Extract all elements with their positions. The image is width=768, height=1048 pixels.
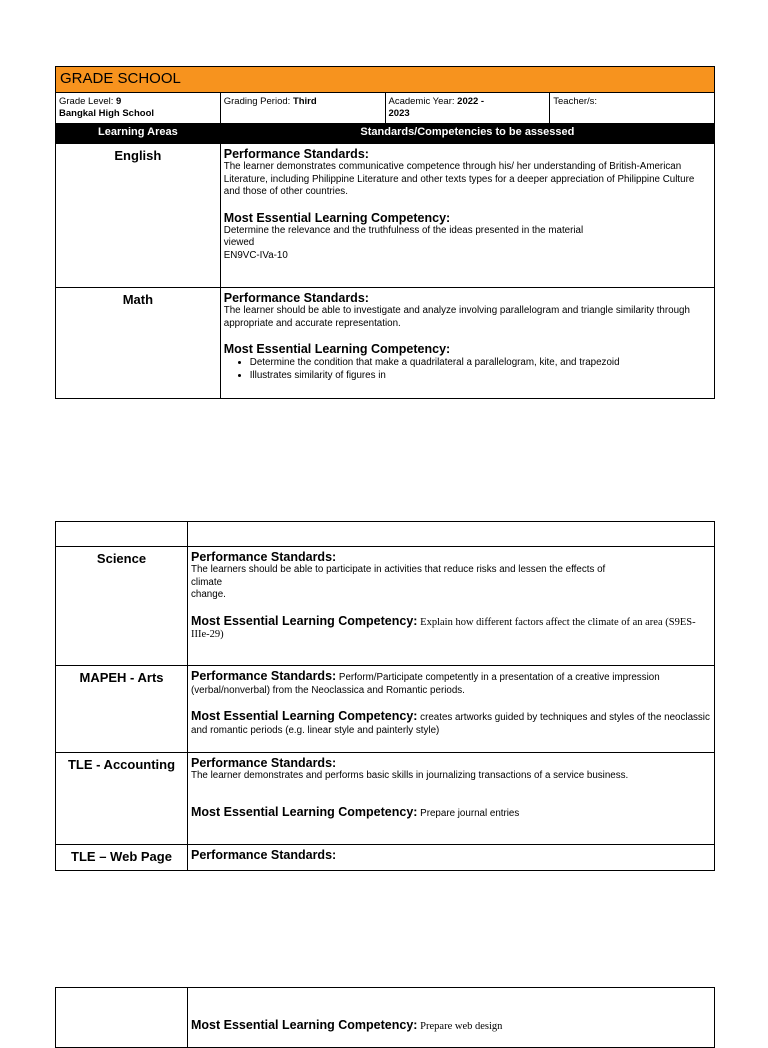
header-standards: Standards/Competencies to be assessed [220, 124, 714, 144]
english-melc-code: EN9VC-IVa-10 [223, 249, 288, 261]
math-content [220, 288, 714, 399]
column-header-row [56, 124, 715, 144]
mapeh-content [188, 666, 715, 753]
mapeh-row [56, 666, 715, 753]
english-melc-line2: viewed [223, 237, 255, 248]
grade-table-page-1 [55, 66, 715, 399]
accounting-performance-text: The learner demonstrates and performs basic skills in journalizing transactions of a service business. [191, 770, 629, 781]
continued-area-cell [56, 988, 188, 1048]
science-row [56, 547, 715, 666]
mapeh-melc-text: creates artworks guided by techniques and styles of the neoclassic and romantic periods (e.g. linear style and painterly style) [191, 712, 710, 736]
math-performance-label: Performance Standards: [223, 291, 369, 305]
science-performance-line2: climate [191, 576, 223, 588]
accounting-performance-label: Performance Standards: [191, 756, 337, 770]
school-title: GRADE SCHOOL [56, 67, 715, 93]
blank-header-row [56, 522, 715, 547]
accounting-melc-text: Prepare journal entries [420, 807, 520, 819]
accounting-row [56, 753, 715, 845]
academic-year-value-2: 2023 [388, 108, 410, 119]
accounting-melc-label: Most Essential Learning Competency: [191, 804, 418, 819]
academic-year-cell [385, 93, 550, 124]
teacher-cell [550, 93, 715, 124]
science-performance-line1: The learners should be able to participate in activities that reduce risks and lessen the effects of [191, 564, 606, 575]
teacher-label: Teacher/s: [553, 96, 598, 107]
english-content [220, 144, 714, 288]
academic-year-value-1: 2022 - [457, 96, 485, 107]
webpage-content [188, 845, 715, 871]
grade-table-page-2 [55, 521, 715, 871]
grade-level-cell [56, 93, 221, 124]
area-tle-accounting: TLE - Accounting [56, 753, 188, 845]
grading-period-label: Grading Period: [223, 96, 293, 107]
science-melc-text: Explain how different factors affect the climate of an area (S9ES-IIIe-29) [191, 616, 696, 640]
science-content [188, 547, 715, 666]
continued-melc-text: Prepare web design [420, 1021, 503, 1032]
continued-content [188, 988, 715, 1048]
english-row [56, 144, 715, 288]
english-performance-label: Performance Standards: [223, 147, 369, 161]
english-performance-text: The learner demonstrates communicative competence through his/ her understanding of British-American Literature, including Philippine Literature and other texts types for a deeper appreciation of Philippine Culture and those of other countries. [223, 161, 695, 197]
math-melc-label: Most Essential Learning Competency: [223, 342, 451, 356]
continued-melc-label: Most Essential Learning Competency: [191, 1018, 418, 1032]
grading-period-cell [220, 93, 385, 124]
grading-period-value: Third [292, 96, 317, 107]
math-row [56, 288, 715, 399]
area-math: Math [56, 288, 221, 399]
area-tle-web-page: TLE – Web Page [56, 845, 188, 871]
accounting-content [188, 753, 715, 845]
grade-table-page-3 [55, 987, 715, 1048]
list-item: • Illustrates similarity of figures in [250, 370, 710, 383]
science-performance-label: Performance Standards: [191, 550, 337, 564]
webpage-performance-label: Performance Standards: [191, 848, 337, 862]
blank-cell-left [56, 522, 188, 547]
area-science: Science [56, 547, 188, 666]
mapeh-performance-label: Performance Standards: [191, 669, 337, 683]
area-mapeh-arts: MAPEH - Arts [56, 666, 188, 753]
math-performance-text: The learner should be able to investigate and analyze involving parallelogram and triangle similarity through appropriate and accurate representation. [223, 305, 690, 329]
list-item: • Determine the condition that make a quadrilateral a parallelogram, kite, and trapezoid [250, 357, 710, 370]
grade-level-label: Grade Level: [59, 96, 117, 107]
school-name: Bangkal High School [59, 108, 155, 119]
english-melc-label: Most Essential Learning Competency: [223, 210, 451, 225]
header-learning-areas: Learning Areas [56, 124, 221, 144]
math-melc-list [224, 357, 710, 382]
science-performance-line3: change. [191, 589, 226, 600]
info-row [56, 93, 715, 124]
continued-row [56, 988, 715, 1048]
mapeh-performance-text: Perform/Participate competently in a presentation of a creative impression (verbal/nonverbal) from the Neoclassica and Romantic periods. [191, 672, 660, 696]
title-row [56, 67, 715, 93]
blank-cell-right [188, 522, 715, 547]
academic-year-label: Academic Year: [388, 96, 458, 107]
area-english: English [56, 144, 221, 288]
mapeh-melc-label: Most Essential Learning Competency: [191, 709, 418, 723]
english-melc-line1: Determine the relevance and the truthfulness of the ideas presented in the material [223, 224, 584, 236]
grade-level-value: 9 [116, 96, 122, 107]
science-melc-label: Most Essential Learning Competency: [191, 613, 418, 628]
webpage-row [56, 845, 715, 871]
